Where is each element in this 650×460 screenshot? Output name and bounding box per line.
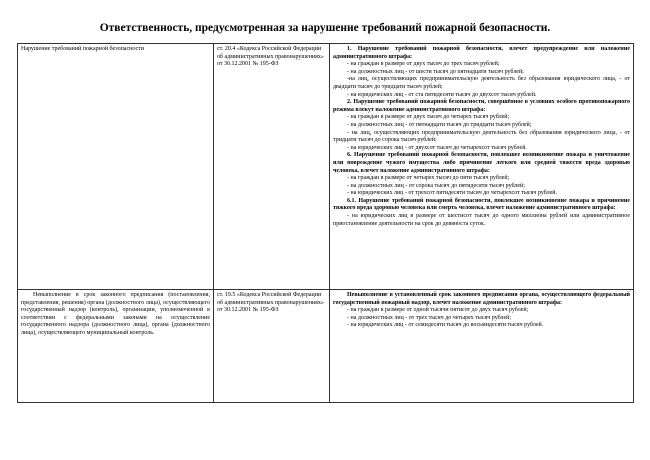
penalty-item: - на должностных лиц - от сорока тысяч до пятидесяти тысяч рублей; [347, 182, 525, 189]
penalty-item: - на должностных лиц - от пятнадцати тысяч до тридцати тысяч рублей; [347, 121, 532, 128]
page-title: Ответственность, предусмотренная за нарушение требований пожарной безопасности. [99, 22, 551, 34]
penalty-item: - на юридических лиц в размере от шестисот тысяч до одного миллиона рублей или административное приостановление деятельности на срок до девяноста суток. [333, 213, 630, 227]
penalty-heading: 6.1. Нарушение требований пожарной безопасности, повлекшее возникновение пожара и причинение тяжкого вреда здоровью человека или смерть человека, влечет наложение административного штрафа: [333, 197, 630, 212]
penalty-item: - на юридических лиц - от двухсот тысяч до четырехсот тысяч рублей. [347, 144, 527, 151]
penalty-item: -на лиц, осуществляющих предпринимательскую деятельность без образования юридического лица, - от двадцати тысяч до тридцати тысяч рублей; [333, 76, 630, 90]
penalty-heading: 6. Нарушение требований пожарной безопасности, повлекшее возникновение пожара и уничтожение или повреждение чужого имущества либо причинение легкого или средней тяжести вреда здоровью человека, влечет наложение административного штрафа: [333, 152, 630, 174]
penalty-cell [330, 44, 634, 290]
penalty-heading: 1. Нарушение требований пожарной безопасности, влечет предупреждение или наложение административного штрафа: [333, 46, 630, 60]
penalty-item: - на граждан в размере от двух тысяч до трех тысяч рублей; [347, 61, 500, 68]
law-cell [214, 290, 330, 403]
penalty-item: - на юридических лиц - от семидесяти тысяч до восьмидесяти тысяч рублей. [347, 322, 544, 329]
violation-cell [18, 290, 214, 403]
penalty-item: - на граждан в размере от четырех тысяч до пяти тысяч рублей; [347, 175, 510, 182]
table-row [18, 44, 634, 290]
penalty-text [333, 292, 630, 330]
law-reference: ст. 20.4 «Кодекса Российской Федерации об административных правонарушениях» от 30.12.2001 № 195-ФЗ [217, 46, 324, 68]
penalty-item: - на граждан в размере от одной тысячи пятисот до двух тысяч рублей; [347, 307, 529, 314]
penalty-item: - на граждан в размере от двух тысяч до четырех тысяч рублей; [347, 114, 510, 121]
penalty-cell [330, 290, 634, 403]
penalty-item: - на лиц, осуществляющих предпринимательскую деятельность без образования юридического лица, - от тридцати тысяч до сорока тысяч рублей; [333, 129, 630, 144]
law-cell [214, 44, 330, 290]
violation-text: Нарушение требований пожарной безопасности [21, 46, 144, 52]
penalty-item: - на должностных лиц - от шести тысяч до пятнадцати тысяч рублей; [347, 68, 524, 75]
liability-table [17, 43, 634, 403]
penalty-item: - на юридических лиц - от ста пятидесяти тысяч до двухсот тысяч рублей. [347, 91, 537, 98]
law-reference: ст. 19.5 «Кодекса Российской Федерации об административных правонарушениях» от 30.12.2001 № 195-ФЗ [217, 292, 324, 314]
violation-text: Невыполнение в срок законного предписания (постановления, представления, решения) органа (должностного лица), осуществляющего государственный надзор (контроль), организации, уполномоченной в соответствии с федеральными законами на осуществление государственного надзора (должностного лица), органа (должностного лица), осуществляющего муниципальный контроль. [21, 292, 210, 336]
table-row [18, 290, 634, 403]
penalty-item: - на должностных лиц - от трех тысяч до четырех тысяч рублей; [347, 314, 512, 321]
penalty-heading: Невыполнение в установленный срок законного предписания органа, осуществляющего федеральный государственный пожарный надзор, влечет наложение административного штрафа: [333, 292, 630, 306]
penalty-item: - на юридических лиц - от трехсот пятидесяти тысяч до четырехсот тысяч рублей. [347, 190, 557, 197]
penalty-text [333, 46, 630, 228]
penalty-heading: 2. Нарушение требований пожарной безопасности, совершённое в условиях особого противопожарного режима влекут наложение административного штрафа: [333, 99, 630, 113]
violation-cell [18, 44, 214, 290]
